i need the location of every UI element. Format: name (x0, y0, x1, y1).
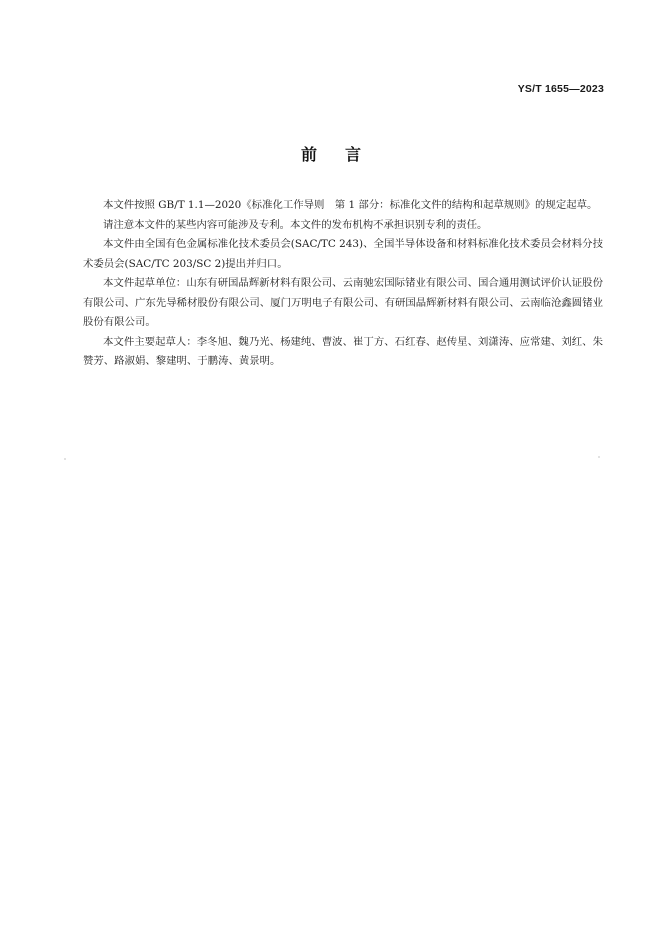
paragraph-drafting-rules: 本文件按照 GB/T 1.1—2020《标准化工作导则 第 1 部分：标准化文件的结构和起草规则》的规定起草。 (103, 199, 598, 211)
paragraph-proposing-committee: 本文件由全国有色金属标准化技术委员会(SAC/TC 243)、全国半导体设备和材料标准化技术委员会材料分技术委员会(SAC/TC 203/SC 2)提出并归口。 (83, 238, 603, 270)
scan-speck (598, 456, 600, 458)
page-title (0, 142, 662, 165)
paragraph-patent-notice: 请注意本文件的某些内容可能涉及专利。本文件的发布机构不承担识别专利的责任。 (103, 218, 488, 231)
title-char-2: 言 (345, 145, 362, 164)
foreword-body (83, 196, 603, 372)
paragraph-drafters: 本文件主要起草人：李冬旭、魏乃光、杨建纯、曹波、崔丁方、石红春、赵传星、刘潇涛、应常建、刘红、朱赞芳、路淑娟、黎建明、于鹏涛、黄景明。 (83, 335, 603, 367)
title-char-1: 前 (300, 145, 317, 164)
paragraph-drafting-units: 本文件起草单位：山东有研国晶辉新材料有限公司、云南驰宏国际锗业有限公司、国合通用测试评价认证股份有限公司、广东先导稀材股份有限公司、厦门万明电子有限公司、有研国晶辉新材料有限公司、云南临沧鑫圆锗业股份有限公司。 (83, 277, 603, 328)
document-code: YS/T 1655—2023 (517, 83, 604, 95)
scan-speck (64, 458, 66, 460)
